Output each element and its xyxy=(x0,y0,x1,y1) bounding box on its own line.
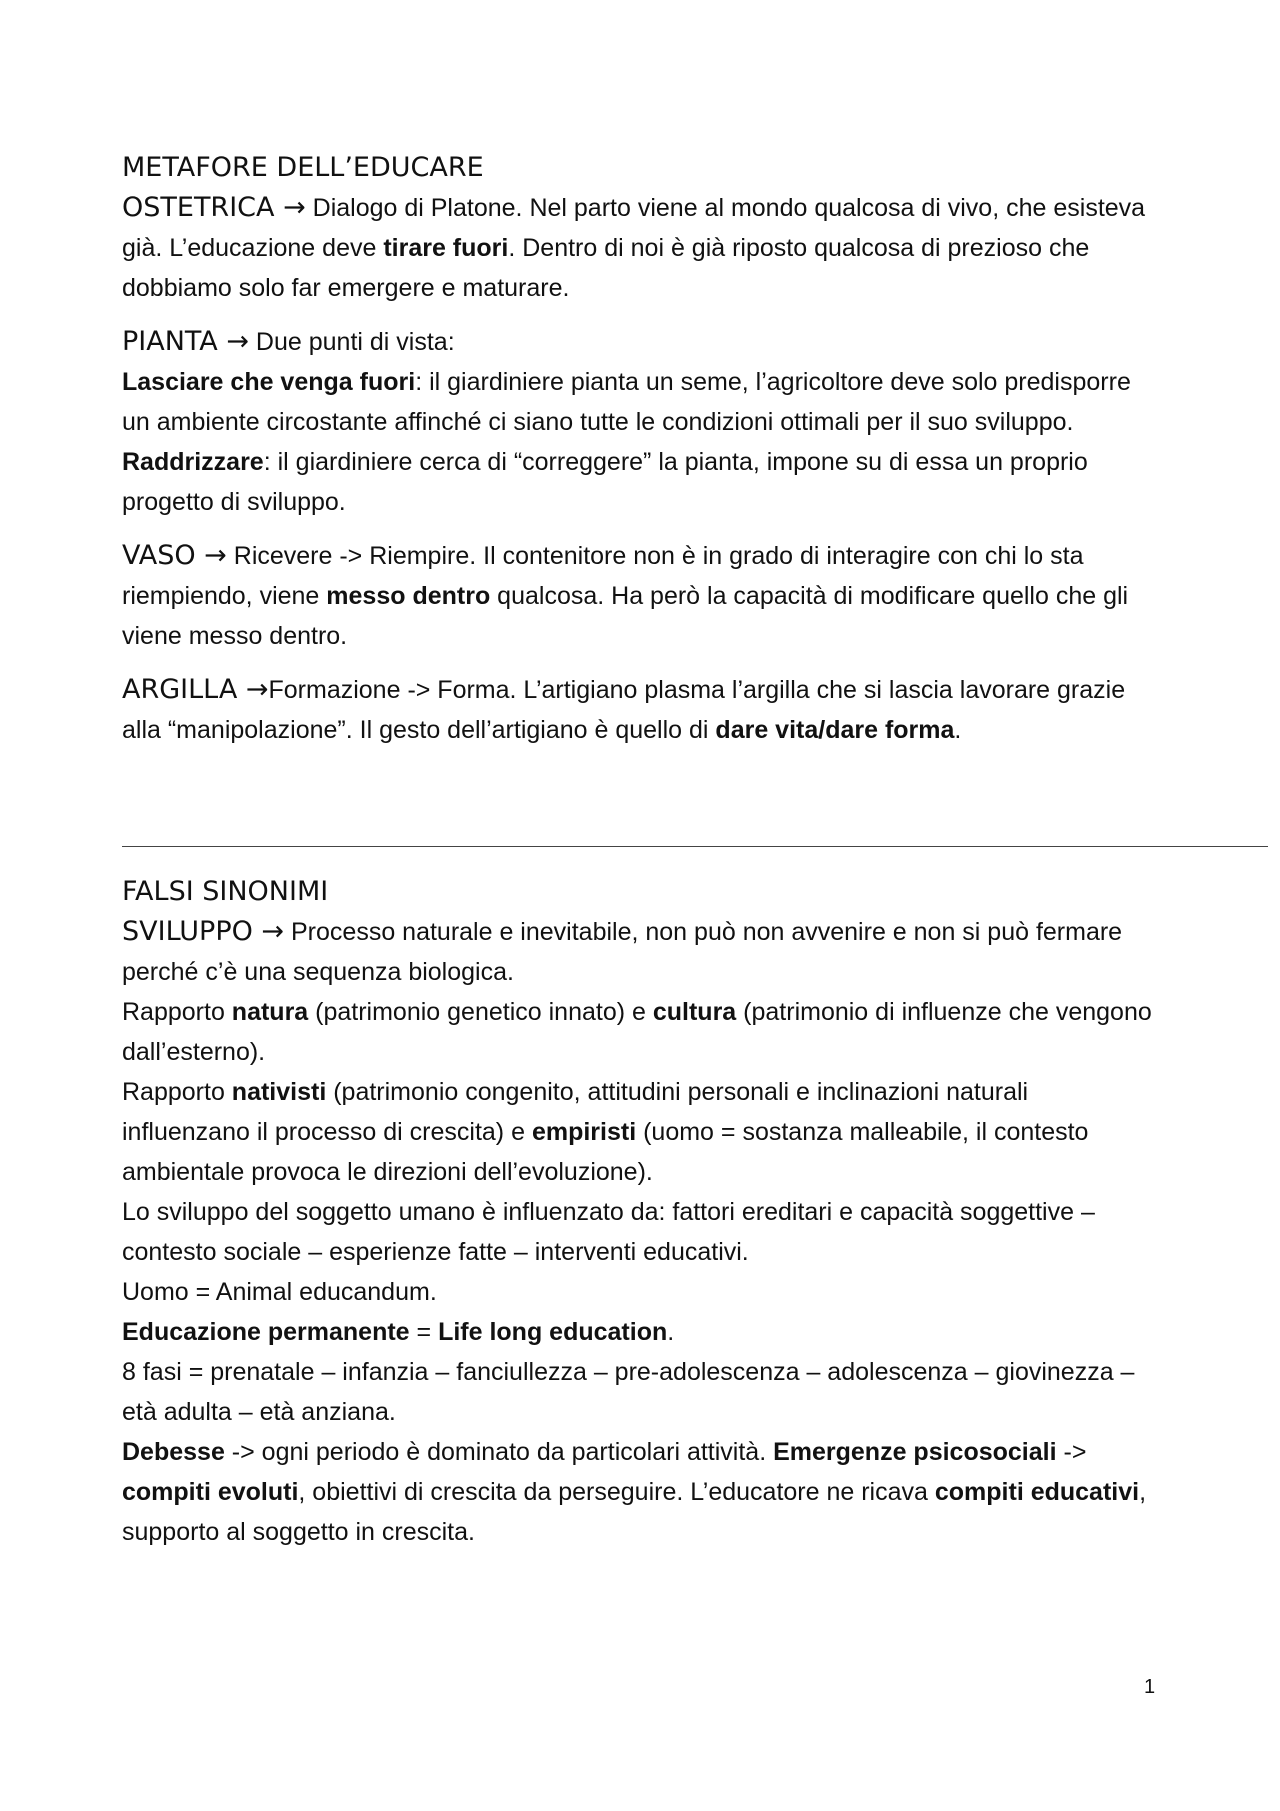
paragraph-animal-educandum: Uomo = Animal educandum. xyxy=(122,1278,437,1306)
text: , obiettivi di crescita da perseguire. L’educatore ne ricava xyxy=(298,1478,935,1506)
text: qualcosa. Ha però la capacità di modificare quello che gli viene messo dentro. xyxy=(122,582,1129,650)
bold-text: compiti evoluti xyxy=(122,1478,299,1506)
paragraph-educazione-permanente xyxy=(122,1312,1162,1352)
bold-text: dare vita/dare forma xyxy=(715,716,955,744)
bold-text: nativisti xyxy=(231,1078,327,1106)
bold-text: empiristi xyxy=(531,1118,637,1146)
bold-text: cultura xyxy=(652,998,737,1026)
term-sviluppo: SVILUPPO → xyxy=(122,916,285,947)
bold-text: messo dentro xyxy=(326,582,491,610)
bold-text: Debesse xyxy=(122,1438,225,1466)
bold-text: Raddrizzare xyxy=(122,448,264,476)
bold-text: natura xyxy=(231,998,309,1026)
section-title-metafore: METAFORE DELL’EDUCARE xyxy=(122,152,484,183)
text: Rapporto xyxy=(122,998,232,1026)
text: : il giardiniere pianta un seme, l’agricoltore deve solo predisporre un ambiente circostante affinché ci siano tutte le condizioni ottimali per il suo sviluppo. xyxy=(122,368,1131,436)
bold-text: Educazione permanente xyxy=(122,1318,410,1346)
bold-text: tirare fuori xyxy=(383,234,509,262)
text: (patrimonio congenito, attitudini personali e inclinazioni naturali influenzano il processo di crescita) e xyxy=(122,1078,1029,1146)
horizontal-divider xyxy=(122,846,1268,847)
term-pianta: PIANTA → xyxy=(122,326,249,357)
paragraph-pianta-lasciare xyxy=(122,362,1162,442)
paragraph-ostetrica xyxy=(122,188,1162,308)
page-number: 1 xyxy=(1144,1676,1156,1698)
text: Formazione -> Forma. L’artigiano plasma l’argilla che si lascia lavorare grazie alla “manipolazione”. Il gesto dell’artigiano è quello di xyxy=(122,676,1126,744)
text: . xyxy=(954,716,962,744)
text: , supporto al soggetto in crescita. xyxy=(122,1478,1147,1546)
text: . xyxy=(667,1318,675,1346)
text: Ricevere -> Riempire. Il contenitore non è in grado di interagire con chi lo sta riempiendo, viene xyxy=(122,542,1084,610)
text: Dialogo di Platone. Nel parto viene al mondo qualcosa di vivo, che esisteva già. L’educazione deve xyxy=(122,194,1146,262)
bold-text: compiti educativi xyxy=(934,1478,1140,1506)
bold-text: Lasciare che venga fuori xyxy=(122,368,416,396)
text: Due punti di vista: xyxy=(248,328,455,356)
text: = xyxy=(409,1318,439,1346)
text: (patrimonio genetico innato) e xyxy=(308,998,653,1026)
paragraph-argilla xyxy=(122,670,1162,750)
bold-text: Life long education xyxy=(438,1318,668,1346)
text: -> xyxy=(1056,1438,1087,1466)
text: (uomo = sostanza malleabile, il contesto ambientale provoca le direzioni dell’evoluzione). xyxy=(122,1118,1089,1186)
paragraph-vaso xyxy=(122,536,1162,656)
text: (patrimonio di influenze che vengono dall’esterno). xyxy=(122,998,1152,1066)
paragraph-natura-cultura xyxy=(122,992,1162,1072)
paragraph-fattori: Lo sviluppo del soggetto umano è influenzato da: fattori ereditari e capacità soggettive – contesto sociale – esperienze fatte – interventi educativi. xyxy=(122,1198,1095,1266)
section-metafore xyxy=(122,148,1162,750)
bold-text: Emergenze psicosociali xyxy=(773,1438,1057,1466)
paragraph-fasi: 8 fasi = prenatale – infanzia – fanciullezza – pre-adolescenza – adolescenza – giovinezza – età adulta – età anziana. xyxy=(122,1358,1135,1426)
paragraph-debesse xyxy=(122,1432,1162,1552)
paragraph-pianta-raddrizzare xyxy=(122,442,1162,522)
term-argilla: ARGILLA → xyxy=(122,674,269,705)
section-falsi-sinonimi xyxy=(122,872,1162,1552)
paragraph-sviluppo xyxy=(122,912,1162,992)
text: -> ogni periodo è dominato da particolari attività. xyxy=(224,1438,774,1466)
text: Rapporto xyxy=(122,1078,232,1106)
section-title-falsi-sinonimi: FALSI SINONIMI xyxy=(122,876,329,907)
text: : il giardiniere cerca di “correggere” la pianta, impone su di essa un proprio progetto di sviluppo. xyxy=(122,448,1088,516)
term-vaso: VASO → xyxy=(122,540,227,571)
text: Processo naturale e inevitabile, non può non avvenire e non si può fermare perché c’è una sequenza biologica. xyxy=(122,918,1123,986)
text: . Dentro di noi è già riposto qualcosa di prezioso che dobbiamo solo far emergere e maturare. xyxy=(122,234,1090,302)
paragraph-nativisti xyxy=(122,1072,1162,1192)
paragraph-pianta xyxy=(122,322,1162,362)
term-ostetrica: OSTETRICA → xyxy=(122,192,306,223)
